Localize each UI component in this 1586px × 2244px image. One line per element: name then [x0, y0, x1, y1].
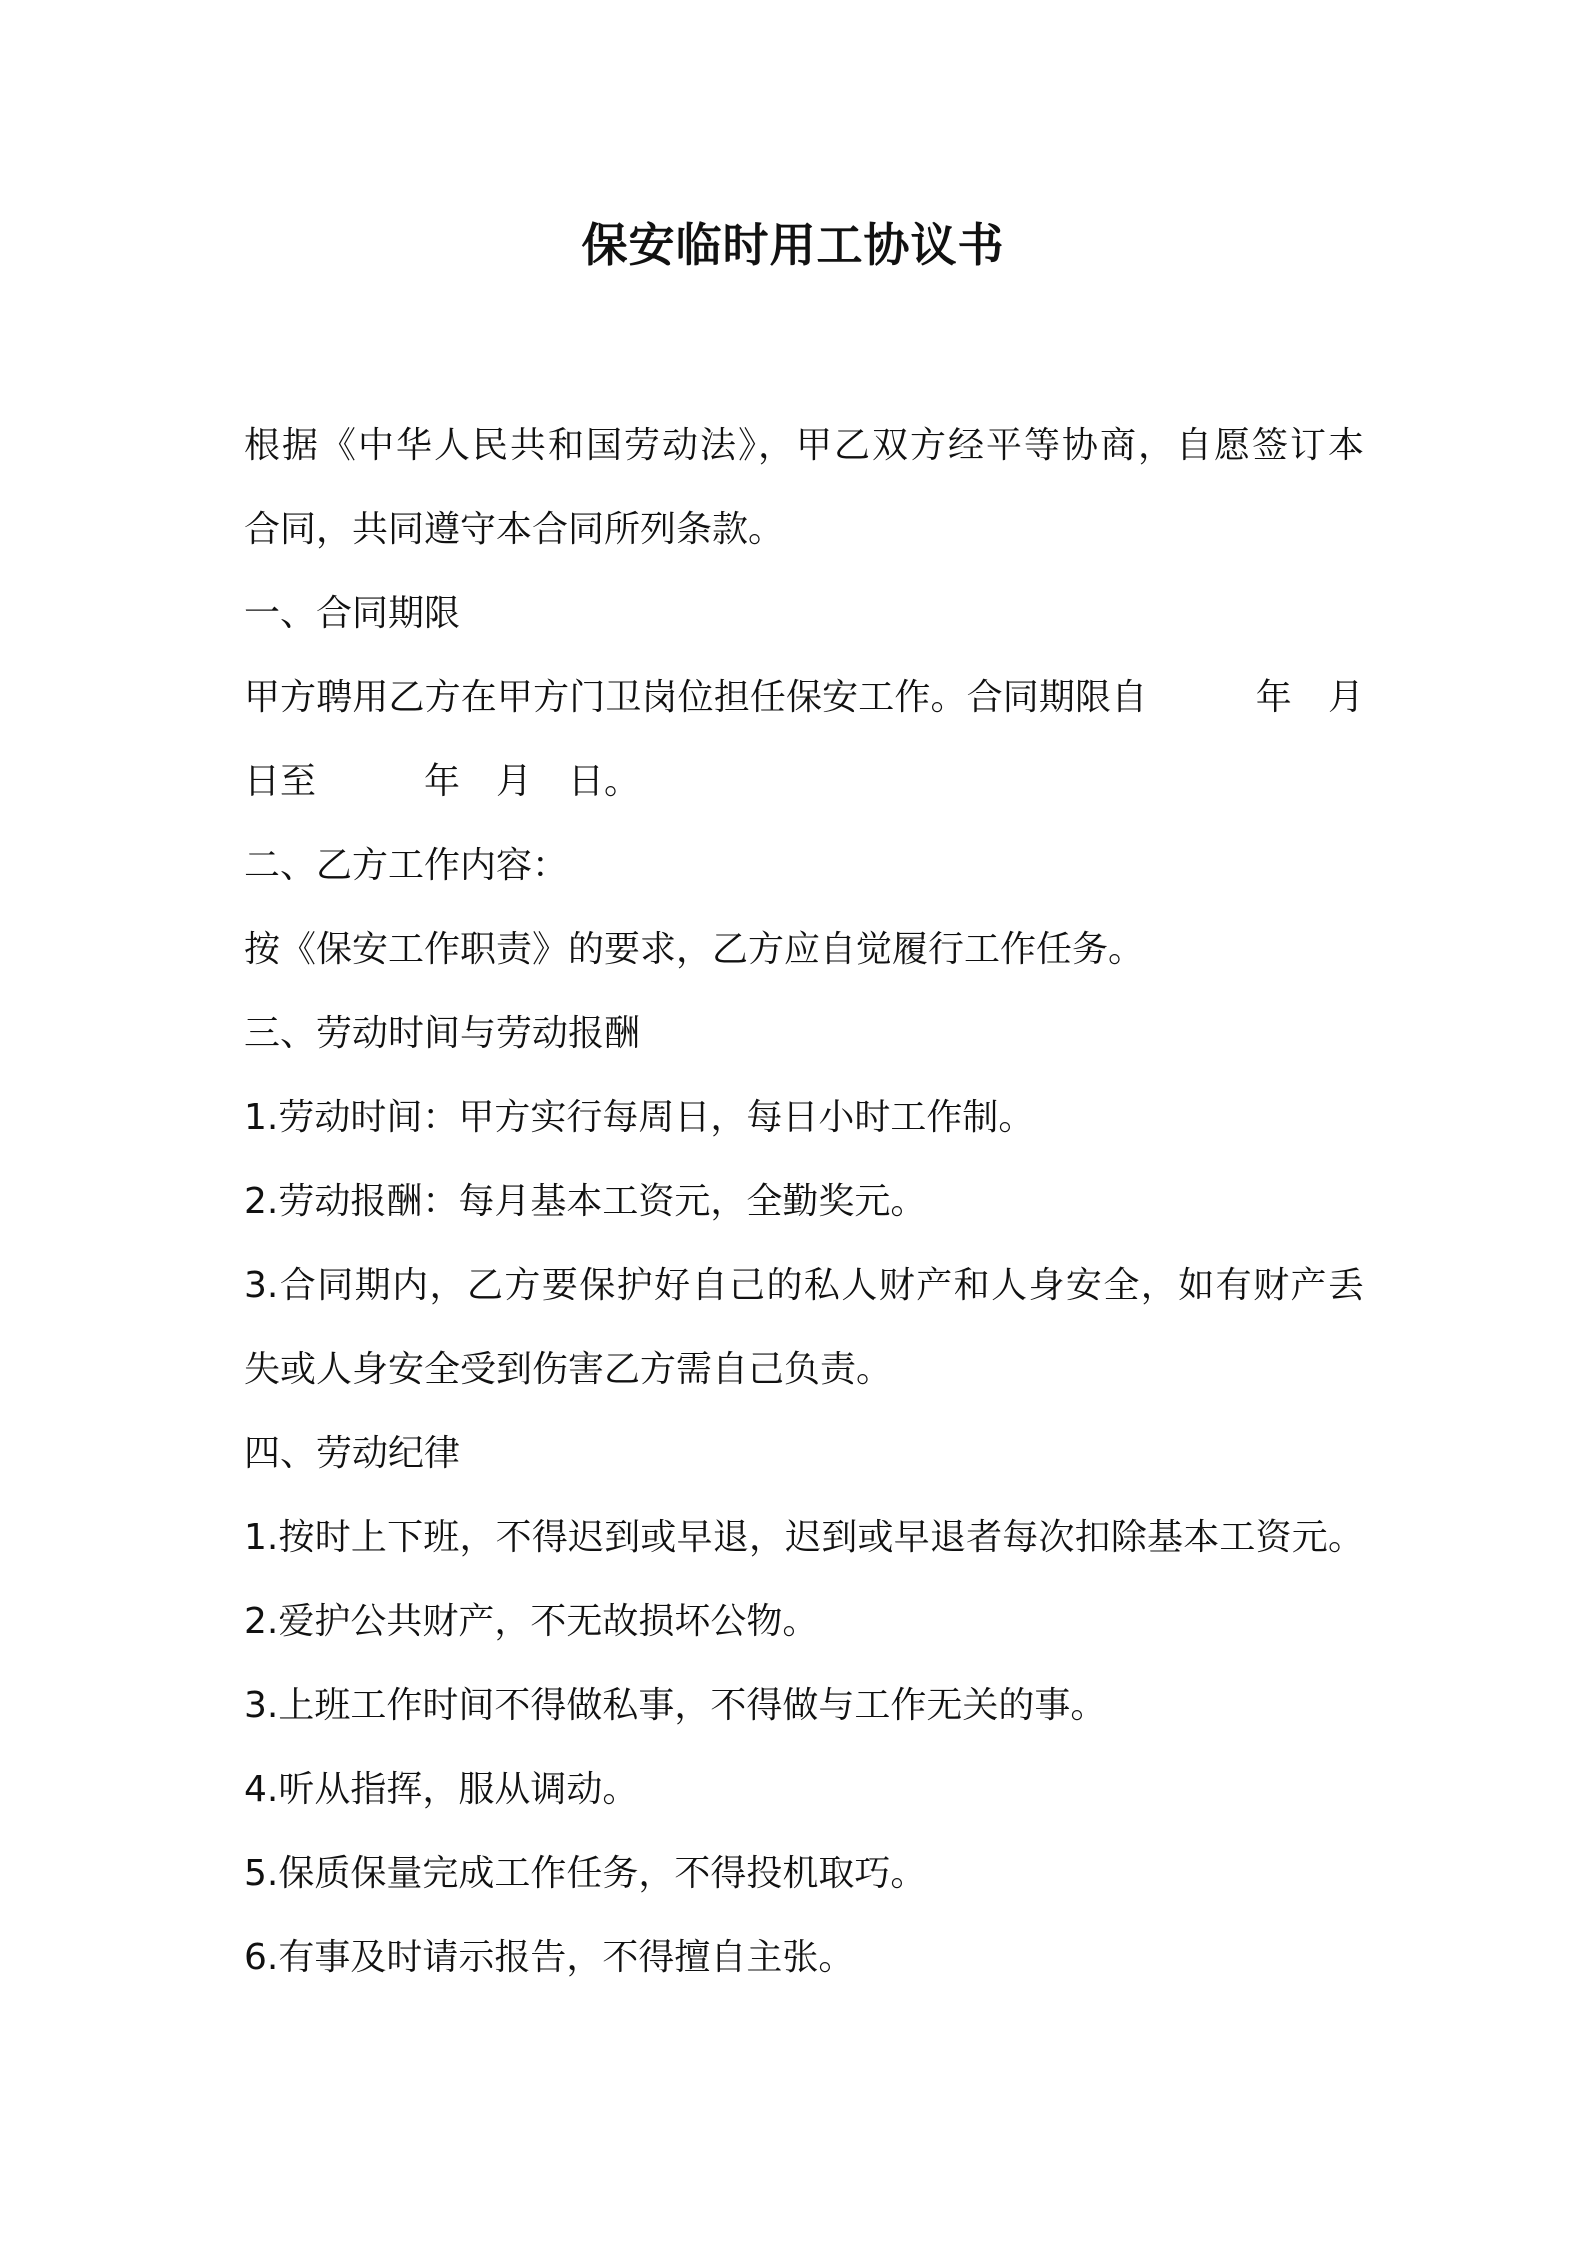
list-item: 1.劳动时间：甲方实行每周日，每日小时工作制。	[244, 1097, 1035, 1138]
list-item: 5.保质保量完成工作任务，不得投机取巧。	[244, 1853, 927, 1894]
list-item: 2.劳动报酬：每月基本工资元，全勤奖元。	[244, 1181, 927, 1222]
paragraph-line: 甲方聘用乙方在甲方门卫岗位担任保安工作。合同期限自 年 月	[244, 677, 1364, 718]
section-heading: 一、合同期限	[244, 593, 461, 634]
list-item: 3.合同期内，乙方要保护好自己的私人财产和人身安全，如有财产丢	[244, 1265, 1364, 1306]
document-body	[244, 404, 1364, 2000]
list-item: 4.听从指挥，服从调动。	[244, 1769, 639, 1810]
paragraph-line: 合同，共同遵守本合同所列条款。	[244, 509, 785, 550]
section-heading: 三、劳动时间与劳动报酬	[244, 1013, 641, 1054]
document-title: 保安临时用工协议书	[581, 218, 1005, 272]
section-heading: 四、劳动纪律	[244, 1433, 461, 1474]
paragraph-line: 失或人身安全受到伤害乙方需自己负责。	[244, 1349, 893, 1390]
paragraph-line: 日至 年 月 日。	[244, 761, 641, 802]
list-item: 3.上班工作时间不得做私事，不得做与工作无关的事。	[244, 1685, 1107, 1726]
list-item: 2.爱护公共财产，不无故损坏公物。	[244, 1601, 819, 1642]
paragraph-line: 根据《中华人民共和国劳动法》，甲乙双方经平等协商，自愿签订本	[244, 425, 1364, 466]
list-item: 6.有事及时请示报告，不得擅自主张。	[244, 1937, 855, 1978]
list-item: 1.按时上下班，不得迟到或早退，迟到或早退者每次扣除基本工资元。	[244, 1517, 1364, 1558]
paragraph-line: 按《保安工作职责》的要求，乙方应自觉履行工作任务。	[244, 929, 1145, 970]
section-heading: 二、乙方工作内容：	[244, 845, 569, 886]
